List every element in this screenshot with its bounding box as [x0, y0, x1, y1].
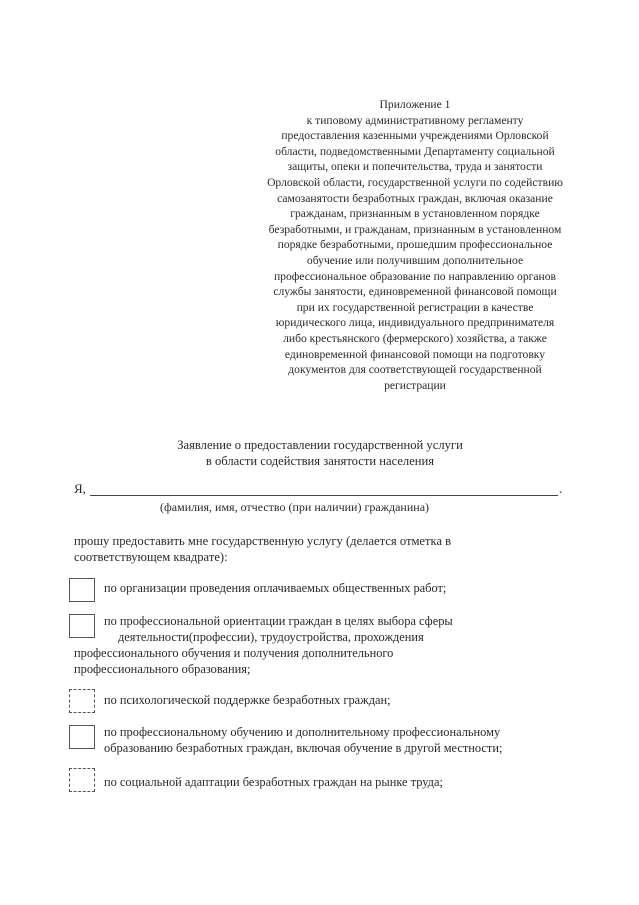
- appendix-line: Приложение 1: [379, 98, 451, 111]
- appendix-line: Орловской области, государственной услуги по содействию: [267, 175, 563, 189]
- option-line: по профессиональной ориентации граждан в целях выбора сферы: [104, 614, 453, 628]
- applicant-line-end: .: [559, 481, 563, 496]
- option-career-guidance: [74, 613, 453, 677]
- option-training: [104, 724, 502, 756]
- appendix-line: документов для соответствующей государственной: [288, 363, 542, 377]
- option-psych-support-checkbox[interactable]: [69, 689, 95, 713]
- appendix-line: профессиональное образование по направлению органов: [273, 269, 557, 283]
- option-social-adaptation-checkbox[interactable]: [69, 768, 95, 792]
- title-line: Заявление о предоставлении государственной услуги: [177, 438, 463, 452]
- applicant-name-field[interactable]: [90, 495, 558, 496]
- title-line: в области содействия занятости населения: [205, 454, 435, 468]
- request-intro: [74, 533, 514, 565]
- appendix-line: либо крестьянского (фермерского) хозяйства, а также: [283, 331, 547, 345]
- option-line: профессионального обучения и получения дополнительного: [74, 646, 394, 660]
- option-public-works-checkbox[interactable]: [69, 578, 95, 602]
- option-line: по психологической поддержке безработных граждан;: [104, 693, 391, 707]
- appendix-line: предоставления казенными учреждениями Орловской: [281, 129, 549, 143]
- appendix-line: к типовому административному регламенту: [306, 113, 524, 127]
- applicant-name-row: [74, 481, 564, 501]
- appendix-line: единовременной финансовой помощи на подготовку: [284, 347, 546, 361]
- document-title: [120, 437, 520, 469]
- option-career-guidance-checkbox[interactable]: [69, 614, 95, 638]
- option-public-works: [104, 580, 446, 596]
- intro-line: прошу предоставить мне государственную услугу (делается отметка в: [74, 534, 452, 548]
- option-line: образованию безработных граждан, включая обучение в другой местности;: [104, 741, 503, 755]
- appendix-header: [230, 97, 600, 393]
- option-line: по социальной адаптации безработных граждан на рынке труда;: [104, 775, 443, 789]
- option-line: профессионального образования;: [74, 662, 251, 676]
- option-line: по профессиональному обучению и дополнительному профессиональному: [104, 725, 501, 739]
- appendix-line: при их государственной регистрации в качестве: [296, 300, 534, 314]
- appendix-line: самозанятости безработных граждан, включая оказание: [277, 191, 553, 205]
- appendix-line: области, подведомственными Департаменту социальной: [275, 144, 555, 158]
- applicant-name-caption: (фамилия, имя, отчество (при наличии) гражданина): [160, 500, 430, 514]
- appendix-line: юридического лица, индивидуального предпринимателя: [275, 316, 555, 330]
- appendix-line: регистрации: [384, 378, 446, 392]
- appendix-line: службы занятости, единовременной финансовой помощи: [273, 285, 557, 299]
- appendix-line: безработными, и гражданам, признанным в установленном: [268, 222, 562, 236]
- option-social-adaptation: [104, 774, 443, 790]
- appendix-line: защиты, опеки и попечительства, труда и занятости: [287, 160, 543, 174]
- intro-line: соответствующем квадрате):: [74, 550, 228, 564]
- applicant-prefix: Я,: [74, 481, 86, 496]
- option-psych-support: [104, 692, 391, 708]
- option-line: деятельности(профессии), трудоустройства, прохождения: [118, 630, 424, 644]
- option-training-checkbox[interactable]: [69, 725, 95, 749]
- appendix-line: порядке безработными, прошедшим профессиональное: [277, 238, 553, 252]
- appendix-line: обучение или получившим дополнительное: [306, 253, 524, 267]
- appendix-line: гражданам, признанным в установленном порядке: [290, 207, 540, 221]
- option-line: по организации проведения оплачиваемых общественных работ;: [104, 581, 447, 595]
